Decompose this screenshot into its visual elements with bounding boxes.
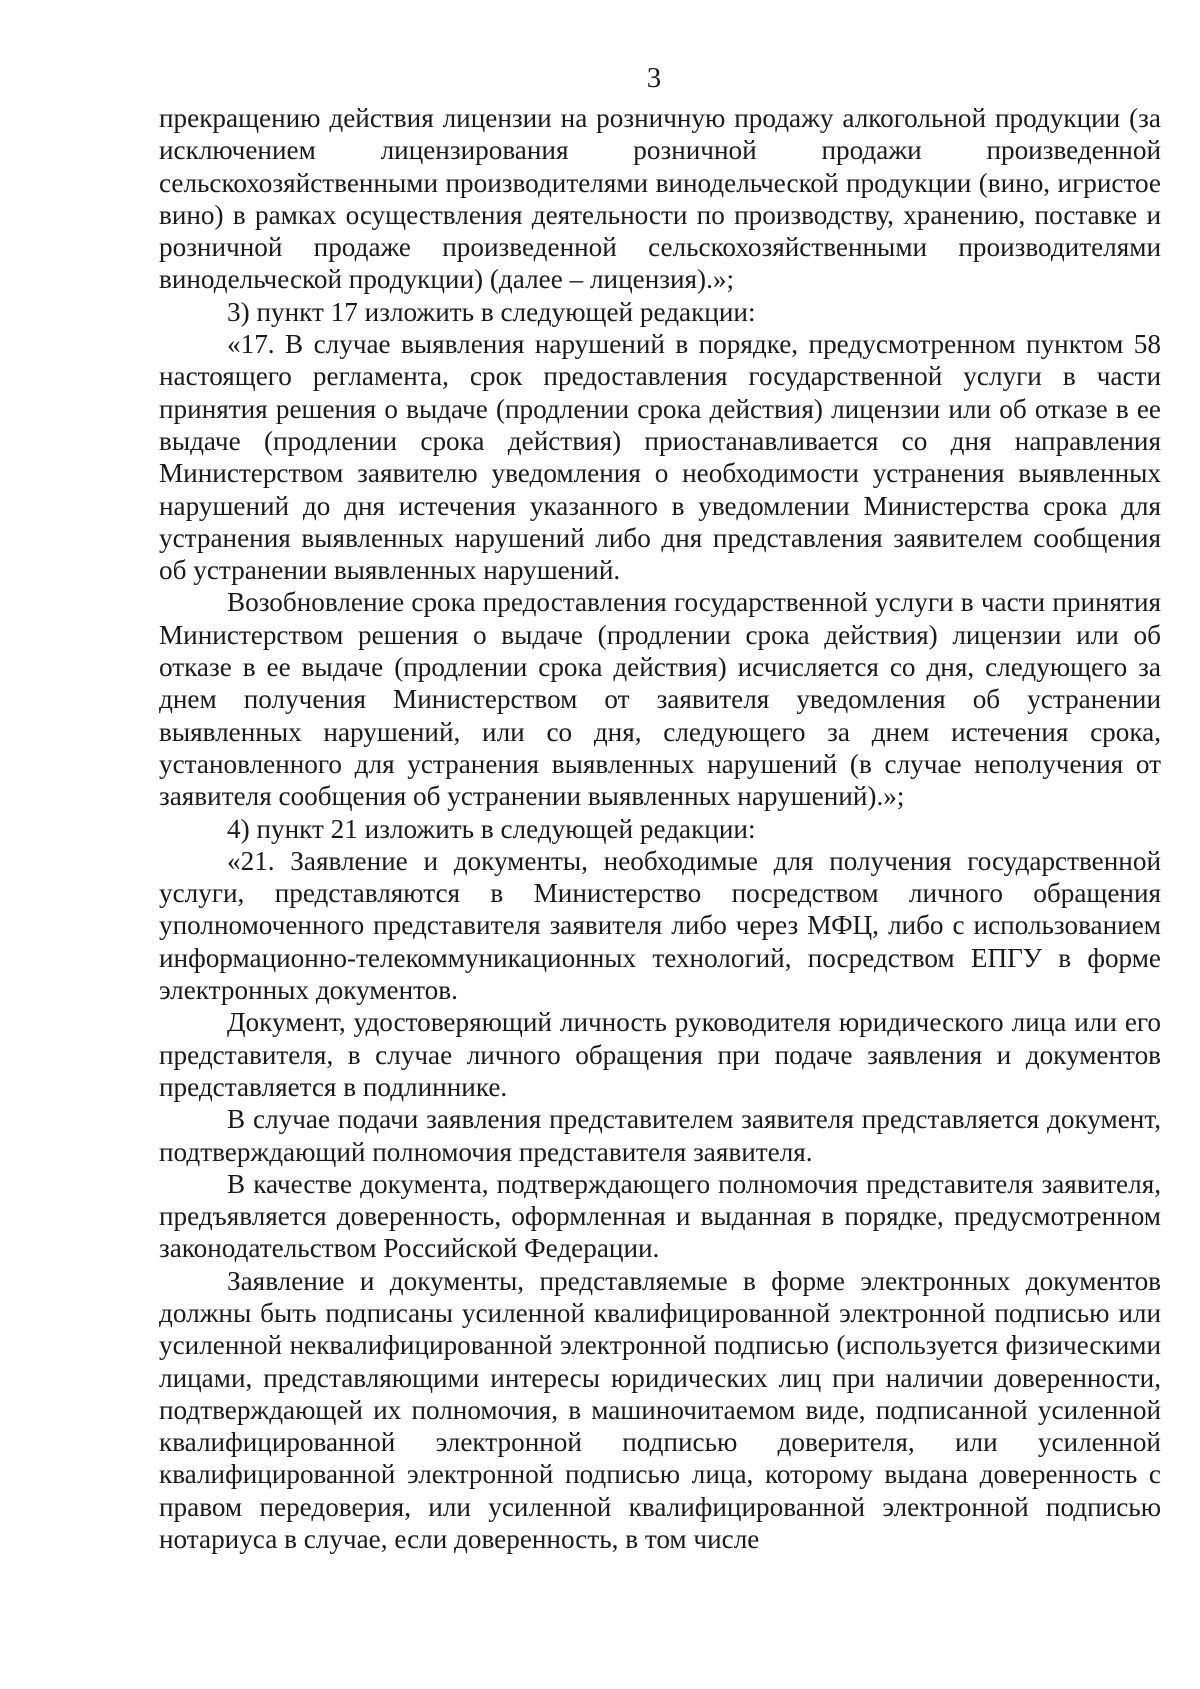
paragraph-license-continuation: прекращению действия лицензии на розничную продажу алкогольной продукции (за исключением лицензирования розничной продажи произведенной сельскохозяйственными производителями винодельческой продукции (вино, игристое вино) в рамках осуществления деятельности по производству, хранению, поставке и розничной продаже произведенной сельскохозяйственными производителями винодельческой продукции) (далее – лицензия).»; [159,103,1161,295]
paragraph-clause-17: «17. В случае выявления нарушений в порядке, предусмотренном пунктом 58 настоящего регламента, срок предоставления государственной услуги в части принятия решения о выдаче (продлении срока действия) лицензии или об отказе в ее выдаче (продлении срока действия) приостанавливается со дня направления Министерством заявителю уведомления о необходимости устранения выявленных нарушений до дня истечения указанного в уведомлении Министерства срока для устранения выявленных нарушений либо дня представления заявителем сообщения об устранении выявленных нарушений. [159,329,1161,586]
paragraph-power-of-attorney: В качестве документа, подтверждающего полномочия представителя заявителя, предъявляется доверенность, оформленная и выданная в порядке, предусмотренном законодательством Российской Федерации. [159,1168,1161,1264]
paragraph-identity-document: Документ, удостоверяющий личность руководителя юридического лица или его представителя, в случае личного обращения при подаче заявления и документов представляется в подлиннике. [159,1007,1161,1102]
paragraph-item-4: 4) пункт 21 изложить в следующей редакции: [227,813,756,844]
paragraph-clause-21: «21. Заявление и документы, необходимые для получения государственной услуги, представляются в Министерство посредством личного обращения уполномоченного представителя заявителя либо через МФЦ, либо с использованием информационно-телекоммуникационных технологий, посредством ЕПГУ в форме электронных документов. [159,845,1161,1006]
paragraph-item-3: 3) пункт 17 изложить в следующей редакции: [227,296,756,327]
document-body [159,102,1161,1555]
paragraph-resumption: Возобновление срока предоставления государственной услуги в части принятия Министерством решения о выдаче (продлении срока действия) лицензии или об отказе в ее выдаче (продлении срока действия) исчисляется со дня, следующего за днем получения Министерством от заявителя уведомления об устранении выявленных нарушений, или со дня, следующего за днем истечения срока, установленного для устранения выявленных нарушений (в случае неполучения от заявителя сообщения об устранении выявленных нарушений).»; [159,587,1161,812]
paragraph-representative: В случае подачи заявления представителем заявителя представляется документ, подтверждающий полномочия представителя заявителя. [159,1104,1161,1167]
paragraph-electronic-signature: Заявление и документы, представляемые в форме электронных документов должны быть подписаны усиленной квалифицированной электронной подписью или усиленной неквалифицированной электронной подписью (используется физическими лицами, представляющими интересы юридических лиц при наличии доверенности, подтверждающей их полномочия, в машиночитаемом виде, подписанной усиленной квалифицированной электронной подписью доверителя, или усиленной квалифицированной электронной подписью лица, которому выдана доверенность с правом передоверия, или усиленной квалифицированной электронной подписью нотариуса в случае, если доверенность, в том числе [159,1265,1161,1555]
page-number: 3 [646,62,662,94]
